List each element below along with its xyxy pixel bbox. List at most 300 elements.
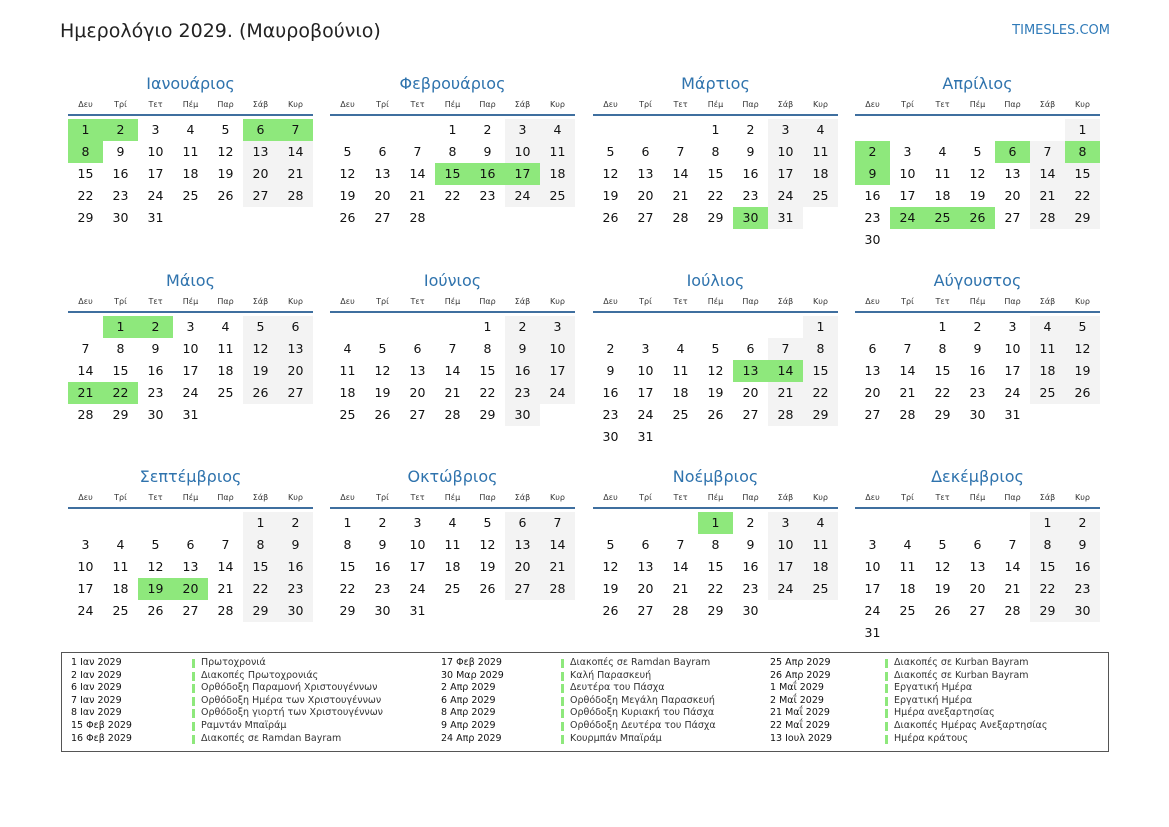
day-cell: 29 — [77, 210, 94, 225]
day-cell: 30 — [742, 603, 759, 618]
day-cell: 7 — [676, 537, 685, 552]
day-cell: 11 — [339, 363, 356, 378]
weekday-label: Τετ — [673, 493, 688, 502]
holiday-marker — [192, 659, 195, 668]
day-cell: 3 — [151, 122, 160, 137]
day-cell: 18 — [112, 581, 129, 596]
day-cell: 11 — [899, 559, 916, 574]
day-cell: 28 — [409, 210, 426, 225]
day-cell: 6 — [641, 537, 650, 552]
weekday-label: Πέμ — [707, 493, 724, 502]
day-cell: 2 — [483, 122, 492, 137]
weekday-label: Κυρ — [1075, 493, 1090, 502]
holiday-marker — [192, 735, 195, 744]
day-cell: 17 — [899, 188, 916, 203]
weekday-label: Κυρ — [288, 493, 303, 502]
holiday-date: 1 Ιαν 2029 — [71, 657, 122, 668]
day-cell: 4 — [186, 122, 195, 137]
day-cell: 7 — [1008, 537, 1017, 552]
day-cell: 16 — [742, 559, 759, 574]
day-cell: 22 — [707, 188, 724, 203]
day-cell: 25 — [899, 603, 916, 618]
day-cell: 28 — [1004, 603, 1021, 618]
day-cell: 2 — [973, 319, 982, 334]
day-cell: 27 — [742, 407, 759, 422]
day-cell: 30 — [147, 407, 164, 422]
weekday-label: Παρ — [1004, 493, 1021, 502]
holiday-day-cell: 19 — [138, 578, 173, 600]
weekday-label: Τρί — [114, 100, 127, 109]
empty-cell — [960, 119, 995, 141]
day-cell: 19 — [1065, 360, 1100, 382]
day-cell: 2 — [278, 512, 313, 534]
legend-row — [770, 707, 1100, 720]
day-cell: 15 — [803, 360, 838, 382]
holiday-day-cell: 14 — [768, 360, 803, 382]
weekday-label: Τετ — [935, 100, 950, 109]
empty-cell — [400, 119, 435, 141]
day-cell: 9 — [505, 338, 540, 360]
holiday-day-cell: 1 — [103, 316, 138, 338]
weekday-label: Δευ — [865, 100, 880, 109]
day-cell: 31 — [768, 207, 803, 229]
day-cell: 24 — [768, 185, 803, 207]
month-name: Σεπτέμβριος — [139, 467, 242, 486]
day-cell: 3 — [768, 512, 803, 534]
holiday-marker — [885, 697, 888, 706]
day-cell: 18 — [540, 163, 575, 185]
legend-row — [770, 695, 1100, 708]
day-cell: 27 — [1004, 210, 1021, 225]
holiday-marker — [561, 735, 564, 744]
holiday-marker — [561, 672, 564, 681]
weekday-label: Κυρ — [550, 297, 565, 306]
day-cell: 8 — [243, 534, 278, 556]
day-cell: 16 — [112, 166, 129, 181]
day-cell: 5 — [606, 537, 615, 552]
day-cell: 28 — [768, 404, 803, 426]
day-cell: 13 — [182, 559, 199, 574]
day-cell: 24 — [147, 188, 164, 203]
legend-row — [441, 733, 771, 746]
legend-column — [770, 657, 1100, 745]
day-cell: 5 — [243, 316, 278, 338]
day-cell: 16 — [505, 360, 540, 382]
day-cell: 13 — [864, 363, 881, 378]
day-cell: 18 — [672, 385, 689, 400]
day-cell: 11 — [217, 341, 234, 356]
day-cell: 25 — [112, 603, 129, 618]
weekday-header — [330, 491, 575, 509]
day-cell: 22 — [479, 385, 496, 400]
day-cell: 28 — [217, 603, 234, 618]
weekday-label: Παρ — [742, 493, 759, 502]
day-cell: 17 — [77, 581, 94, 596]
day-cell: 20 — [637, 581, 654, 596]
holiday-day-cell: 6 — [995, 141, 1030, 163]
weekday-label: Δευ — [603, 100, 618, 109]
day-cell: 20 — [278, 360, 313, 382]
day-cell: 20 — [243, 163, 278, 185]
holiday-name: Εργατική Ημέρα — [894, 694, 973, 706]
empty-cell — [68, 316, 103, 338]
day-cell: 29 — [479, 407, 496, 422]
weekday-label: Παρ — [217, 493, 234, 502]
day-cell: 14 — [1030, 163, 1065, 185]
day-cell: 14 — [409, 166, 426, 181]
day-cell: 1 — [243, 512, 278, 534]
day-cell: 26 — [339, 210, 356, 225]
day-cell: 10 — [409, 537, 426, 552]
day-cell: 22 — [243, 578, 278, 600]
day-cell: 25 — [1030, 382, 1065, 404]
weekday-label: Τρί — [639, 493, 652, 502]
page-title: Ημερολόγιο 2029. (Μαυροβούνιο) — [60, 20, 381, 42]
empty-cell — [890, 316, 925, 338]
weekday-label: Τετ — [148, 493, 163, 502]
month-8 — [855, 270, 1100, 426]
day-cell: 23 — [147, 385, 164, 400]
holiday-name: Δευτέρα του Πάσχα — [570, 682, 665, 694]
day-cell: 13 — [637, 166, 654, 181]
weekday-header — [68, 98, 313, 116]
holiday-date: 17 Φεβ 2029 — [441, 657, 502, 668]
legend-row — [441, 720, 771, 733]
day-cell: 3 — [1008, 319, 1017, 334]
day-cell: 13 — [637, 559, 654, 574]
weekday-label: Δευ — [340, 297, 355, 306]
day-cell: 29 — [112, 407, 129, 422]
holiday-marker — [561, 709, 564, 718]
day-cell: 15 — [243, 556, 278, 578]
day-cell: 21 — [1030, 185, 1065, 207]
day-cell: 12 — [339, 166, 356, 181]
day-cell: 8 — [938, 341, 947, 356]
day-cell: 7 — [81, 341, 90, 356]
day-cell: 4 — [803, 512, 838, 534]
weekday-header — [68, 491, 313, 509]
holiday-day-cell: 7 — [278, 119, 313, 141]
day-cell: 17 — [1004, 363, 1021, 378]
day-cell: 21 — [409, 188, 426, 203]
empty-cell — [365, 316, 400, 338]
day-cell: 27 — [637, 603, 654, 618]
legend-column — [71, 657, 401, 745]
weekday-label: Δευ — [340, 100, 355, 109]
day-cell: 19 — [969, 188, 986, 203]
weekday-header — [330, 295, 575, 313]
day-cell: 5 — [483, 515, 492, 530]
holiday-day-cell: 17 — [505, 163, 540, 185]
day-cell: 30 — [505, 404, 540, 426]
day-cell: 14 — [278, 141, 313, 163]
day-cell: 10 — [637, 363, 654, 378]
weekday-label: Παρ — [1004, 297, 1021, 306]
weekday-label: Πέμ — [182, 100, 199, 109]
brand-link[interactable]: TIMESLES.COM — [1012, 23, 1110, 38]
holiday-marker — [885, 659, 888, 668]
weekday-label: Παρ — [479, 100, 496, 109]
holiday-name: Ορθόδοξη Ημέρα των Χριστουγέννων — [201, 694, 382, 706]
month-4 — [855, 73, 1100, 251]
day-cell: 14 — [899, 363, 916, 378]
empty-cell — [733, 316, 768, 338]
day-cell: 3 — [641, 341, 650, 356]
day-cell: 5 — [938, 537, 947, 552]
holiday-date: 21 Μαΐ 2029 — [770, 707, 830, 719]
day-cell: 22 — [444, 188, 461, 203]
weekday-label: Σάβ — [252, 100, 269, 109]
day-grid — [855, 119, 1100, 251]
day-cell: 18 — [217, 363, 234, 378]
legend-column — [441, 657, 771, 745]
weekday-label: Πέμ — [444, 100, 461, 109]
day-cell: 3 — [413, 515, 422, 530]
day-cell: 11 — [1030, 338, 1065, 360]
day-cell: 27 — [637, 210, 654, 225]
day-cell: 5 — [378, 341, 387, 356]
weekday-header — [593, 491, 838, 509]
weekday-label: Τετ — [410, 100, 425, 109]
day-cell: 23 — [864, 210, 881, 225]
empty-cell — [400, 316, 435, 338]
day-cell: 26 — [217, 188, 234, 203]
day-cell: 9 — [116, 144, 125, 159]
day-cell: 20 — [505, 556, 540, 578]
day-cell: 26 — [707, 407, 724, 422]
day-cell: 17 — [182, 363, 199, 378]
day-cell: 8 — [803, 338, 838, 360]
day-cell: 12 — [934, 559, 951, 574]
weekday-label: Σάβ — [514, 297, 531, 306]
day-cell: 21 — [444, 385, 461, 400]
day-cell: 10 — [768, 141, 803, 163]
day-cell: 9 — [483, 144, 492, 159]
month-3 — [593, 73, 838, 229]
holiday-marker — [192, 672, 195, 681]
day-cell: 21 — [672, 581, 689, 596]
month-1 — [68, 73, 313, 229]
holiday-date: 6 Απρ 2029 — [441, 694, 496, 706]
holiday-name: Ραμντάν Μπαϊράμ — [201, 719, 287, 731]
holiday-marker — [885, 684, 888, 693]
day-grid — [68, 119, 313, 229]
weekday-label: Τρί — [114, 297, 127, 306]
day-cell: 4 — [343, 341, 352, 356]
day-cell: 1 — [448, 122, 457, 137]
legend-row — [441, 682, 771, 695]
empty-cell — [628, 119, 663, 141]
day-cell: 12 — [602, 559, 619, 574]
day-cell: 18 — [803, 163, 838, 185]
weekday-label: Πέμ — [444, 297, 461, 306]
day-cell: 28 — [278, 185, 313, 207]
holiday-marker — [561, 697, 564, 706]
day-cell: 22 — [1030, 578, 1065, 600]
day-cell: 22 — [1065, 185, 1100, 207]
weekday-label: Σάβ — [1039, 100, 1056, 109]
day-cell: 7 — [221, 537, 230, 552]
day-cell: 16 — [374, 559, 391, 574]
day-cell: 20 — [1004, 188, 1021, 203]
month-name: Απρίλιος — [942, 74, 1013, 93]
day-grid — [68, 316, 313, 426]
legend-row — [71, 682, 401, 695]
holiday-name: Ορθόδοξη γιορτή των Χριστουγέννων — [201, 707, 383, 719]
day-cell: 19 — [602, 188, 619, 203]
day-cell: 30 — [602, 429, 619, 444]
day-grid — [593, 512, 838, 622]
day-cell: 31 — [1004, 407, 1021, 422]
day-cell: 17 — [147, 166, 164, 181]
empty-cell — [593, 512, 628, 534]
holiday-day-cell: 30 — [733, 207, 768, 229]
day-cell: 25 — [444, 581, 461, 596]
empty-cell — [855, 119, 890, 141]
day-cell: 22 — [77, 188, 94, 203]
day-cell: 30 — [1065, 600, 1100, 622]
day-cell: 6 — [505, 512, 540, 534]
empty-cell — [138, 512, 173, 534]
day-cell: 18 — [803, 556, 838, 578]
day-cell: 1 — [1030, 512, 1065, 534]
day-cell: 1 — [483, 319, 492, 334]
weekday-label: Κυρ — [288, 297, 303, 306]
day-cell: 2 — [1065, 512, 1100, 534]
day-cell: 21 — [768, 382, 803, 404]
day-cell: 7 — [448, 341, 457, 356]
day-cell: 19 — [217, 166, 234, 181]
day-cell: 3 — [768, 119, 803, 141]
holiday-name: Διακοπές σε Ramdan Bayram — [570, 657, 711, 668]
day-cell: 10 — [768, 534, 803, 556]
day-grid — [593, 119, 838, 229]
day-cell: 2 — [746, 122, 755, 137]
weekday-label: Κυρ — [1075, 297, 1090, 306]
legend-row — [770, 682, 1100, 695]
day-cell: 7 — [413, 144, 422, 159]
day-cell: 15 — [77, 166, 94, 181]
empty-cell — [995, 119, 1030, 141]
holiday-day-cell: 15 — [435, 163, 470, 185]
day-cell: 20 — [864, 385, 881, 400]
weekday-label: Δευ — [865, 493, 880, 502]
day-cell: 12 — [969, 166, 986, 181]
holiday-day-cell: 21 — [68, 382, 103, 404]
empty-cell — [628, 512, 663, 534]
day-cell: 6 — [641, 144, 650, 159]
day-cell: 9 — [973, 341, 982, 356]
weekday-label: Κυρ — [550, 493, 565, 502]
day-cell: 30 — [112, 210, 129, 225]
day-cell: 23 — [505, 382, 540, 404]
day-cell: 7 — [1030, 141, 1065, 163]
day-grid — [330, 316, 575, 426]
weekday-label: Τρί — [376, 493, 389, 502]
day-cell: 28 — [1030, 207, 1065, 229]
weekday-label: Δευ — [603, 493, 618, 502]
weekday-label: Σάβ — [514, 100, 531, 109]
holiday-day-cell: 9 — [855, 163, 890, 185]
weekday-label: Πέμ — [969, 297, 986, 306]
day-cell: 22 — [707, 581, 724, 596]
day-cell: 24 — [637, 407, 654, 422]
day-cell: 8 — [711, 144, 720, 159]
holiday-day-cell: 16 — [470, 163, 505, 185]
holiday-name: Καλή Παρασκευή — [570, 669, 652, 681]
day-cell: 6 — [746, 341, 755, 356]
day-cell: 11 — [934, 166, 951, 181]
day-cell: 19 — [339, 188, 356, 203]
weekday-label: Τρί — [901, 493, 914, 502]
weekday-label: Πέμ — [182, 493, 199, 502]
day-cell: 4 — [903, 537, 912, 552]
day-cell: 27 — [278, 382, 313, 404]
day-cell: 27 — [374, 210, 391, 225]
day-cell: 21 — [217, 581, 234, 596]
weekday-label: Τετ — [148, 297, 163, 306]
day-cell: 7 — [540, 512, 575, 534]
day-cell: 27 — [864, 407, 881, 422]
empty-cell — [663, 316, 698, 338]
holiday-marker — [885, 722, 888, 731]
day-cell: 12 — [602, 166, 619, 181]
legend-row — [71, 707, 401, 720]
day-cell: 6 — [413, 341, 422, 356]
weekday-label: Τετ — [148, 100, 163, 109]
holiday-date: 2 Μαΐ 2029 — [770, 694, 824, 706]
day-cell: 24 — [182, 385, 199, 400]
holiday-date: 9 Απρ 2029 — [441, 719, 496, 731]
month-name: Νοέμβριος — [672, 467, 759, 486]
holiday-date: 25 Απρ 2029 — [770, 657, 831, 668]
weekday-header — [68, 295, 313, 313]
holiday-name: Διακοπές Πρωτοχρονιάς — [201, 669, 319, 681]
day-cell: 17 — [768, 163, 803, 185]
day-cell: 28 — [899, 407, 916, 422]
day-cell: 28 — [672, 603, 689, 618]
weekday-label: Κυρ — [813, 100, 828, 109]
day-cell: 24 — [409, 581, 426, 596]
weekday-label: Πέμ — [707, 297, 724, 306]
day-cell: 20 — [409, 385, 426, 400]
weekday-label: Τρί — [639, 297, 652, 306]
empty-cell — [628, 316, 663, 338]
day-cell: 13 — [409, 363, 426, 378]
day-cell: 17 — [540, 360, 575, 382]
holiday-date: 8 Ιαν 2029 — [71, 707, 122, 719]
day-cell: 8 — [711, 537, 720, 552]
month-6 — [330, 270, 575, 426]
day-cell: 23 — [969, 385, 986, 400]
day-cell: 18 — [899, 581, 916, 596]
day-cell: 15 — [707, 559, 724, 574]
holiday-name: Εργατική Ημέρα — [894, 682, 973, 694]
day-cell: 12 — [147, 559, 164, 574]
day-cell: 21 — [899, 385, 916, 400]
legend-row — [441, 707, 771, 720]
day-cell: 17 — [637, 385, 654, 400]
weekday-label: Παρ — [217, 297, 234, 306]
weekday-label: Τετ — [673, 297, 688, 306]
month-2 — [330, 73, 575, 229]
empty-cell — [1030, 119, 1065, 141]
day-cell: 24 — [1004, 385, 1021, 400]
day-cell: 7 — [903, 341, 912, 356]
weekday-label: Παρ — [479, 493, 496, 502]
day-cell: 9 — [378, 537, 387, 552]
day-cell: 27 — [243, 185, 278, 207]
